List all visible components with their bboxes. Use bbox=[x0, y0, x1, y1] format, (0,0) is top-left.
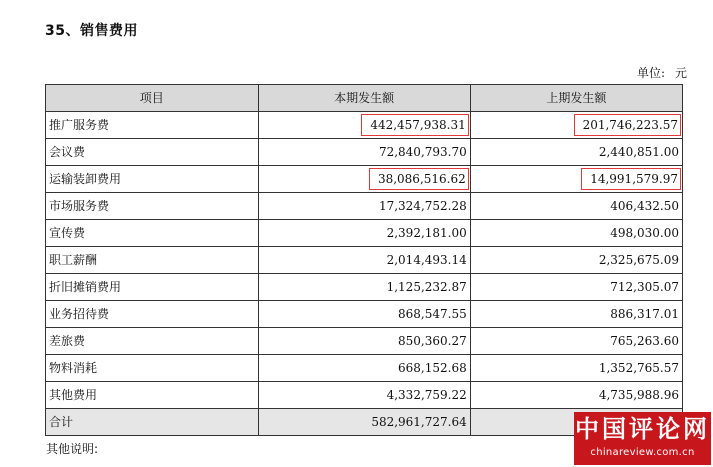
row-previous bbox=[470, 112, 682, 139]
row-previous: 406,432.50 bbox=[470, 193, 682, 220]
row-current: 2,392,181.00 bbox=[258, 220, 470, 247]
unit-caption: 单位: bbox=[636, 66, 665, 80]
table-row bbox=[46, 247, 683, 274]
highlight-box: 14,991,579.97 bbox=[581, 168, 681, 190]
row-current bbox=[258, 166, 470, 193]
highlight-box: 442,457,938.31 bbox=[361, 114, 468, 136]
row-previous: 2,325,675.09 bbox=[470, 247, 682, 274]
table-row bbox=[46, 328, 683, 355]
row-item: 市场服务费 bbox=[46, 193, 259, 220]
unit-label bbox=[637, 64, 687, 81]
row-current: 868,547.55 bbox=[258, 301, 470, 328]
section-title: 35、销售费用 bbox=[45, 23, 138, 39]
watermark-text: 中国评论网 bbox=[575, 415, 710, 443]
row-item: 差旅费 bbox=[46, 328, 259, 355]
row-previous: 2,440,851.00 bbox=[470, 139, 682, 166]
table-row bbox=[46, 301, 683, 328]
row-current: 72,840,793.70 bbox=[258, 139, 470, 166]
row-previous: 498,030.00 bbox=[470, 220, 682, 247]
table-row bbox=[46, 382, 683, 409]
row-item: 运输装卸费用 bbox=[46, 166, 259, 193]
row-current bbox=[258, 112, 470, 139]
row-current: 668,152.68 bbox=[258, 355, 470, 382]
highlight-box: 38,086,516.62 bbox=[369, 168, 469, 190]
watermark-url: chinareview.com.cn bbox=[590, 447, 695, 458]
row-item: 折旧摊销费用 bbox=[46, 274, 259, 301]
row-current: 850,360.27 bbox=[258, 328, 470, 355]
table-row bbox=[46, 274, 683, 301]
row-previous: 765,263.60 bbox=[470, 328, 682, 355]
row-item: 其他费用 bbox=[46, 382, 259, 409]
highlight-box: 201,746,223.57 bbox=[574, 114, 681, 136]
row-item: 推广服务费 bbox=[46, 112, 259, 139]
row-current: 2,014,493.14 bbox=[258, 247, 470, 274]
table-row bbox=[46, 220, 683, 247]
row-previous: 4,735,988.96 bbox=[470, 382, 682, 409]
row-previous: 886,317.01 bbox=[470, 301, 682, 328]
row-item: 宣传费 bbox=[46, 220, 259, 247]
watermark-logo bbox=[574, 412, 711, 465]
row-current: 4,332,759.22 bbox=[258, 382, 470, 409]
row-item: 物料消耗 bbox=[46, 355, 259, 382]
row-previous: 1,352,765.57 bbox=[470, 355, 682, 382]
table-row bbox=[46, 139, 683, 166]
header-current-period: 本期发生额 bbox=[258, 85, 470, 112]
table-row bbox=[46, 355, 683, 382]
table-header-row bbox=[46, 85, 683, 112]
row-current: 17,324,752.28 bbox=[258, 193, 470, 220]
total-current: 582,961,727.64 bbox=[258, 409, 470, 436]
row-previous: 712,305.07 bbox=[470, 274, 682, 301]
row-previous bbox=[470, 166, 682, 193]
row-item: 会议费 bbox=[46, 139, 259, 166]
row-item: 职工薪酬 bbox=[46, 247, 259, 274]
total-label: 合计 bbox=[46, 409, 259, 436]
table-row bbox=[46, 112, 683, 139]
row-item: 业务招待费 bbox=[46, 301, 259, 328]
row-current: 1,125,232.87 bbox=[258, 274, 470, 301]
header-previous-period: 上期发生额 bbox=[470, 85, 682, 112]
table-row bbox=[46, 166, 683, 193]
other-notes-label: 其他说明: bbox=[46, 442, 99, 456]
table-row bbox=[46, 193, 683, 220]
header-item: 项目 bbox=[46, 85, 259, 112]
sales-expense-table bbox=[45, 84, 683, 436]
unit-value: 元 bbox=[674, 66, 687, 80]
